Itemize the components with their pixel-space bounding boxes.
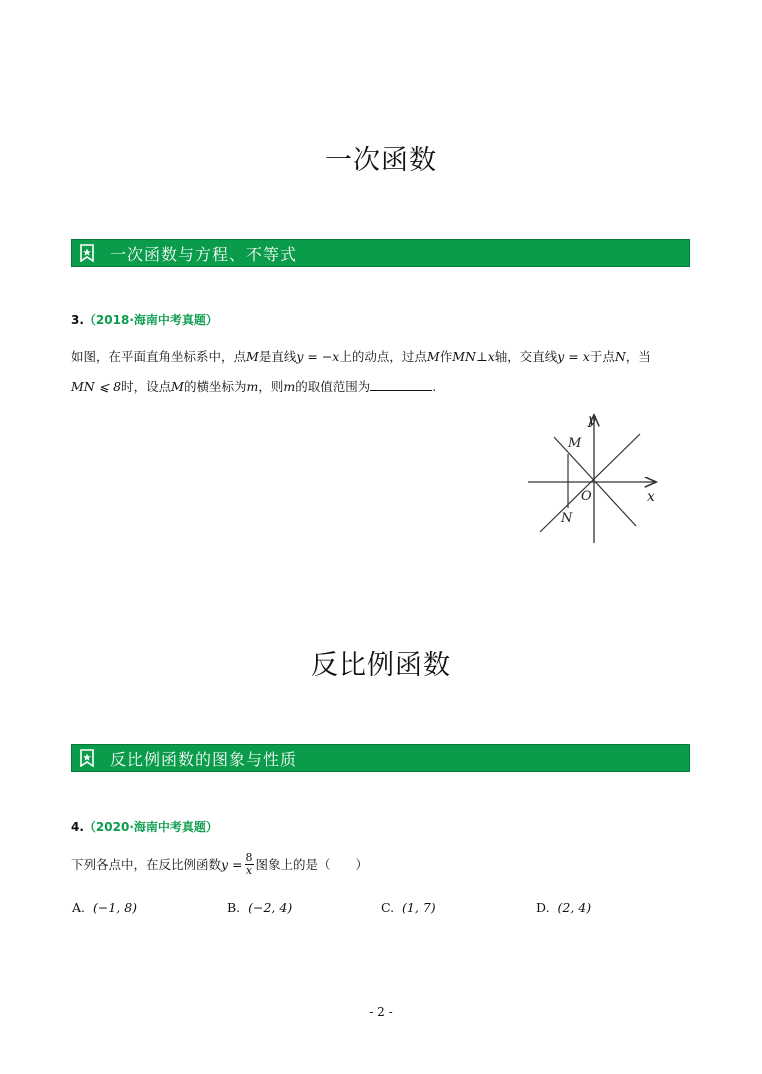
math-M: M — [246, 349, 259, 364]
section-bar-label: 反比例函数的图象与性质 — [110, 749, 298, 769]
y-axis-label: y — [588, 412, 596, 428]
q3-text: 上的动点，过点 — [339, 349, 427, 364]
x-axis-label: x — [647, 489, 655, 505]
option-letter: A. — [72, 900, 86, 915]
math-fraction — [245, 852, 254, 877]
section-title-linear: 一次函数 — [325, 145, 437, 176]
question-text — [71, 852, 368, 877]
q3-text: 是直线 — [258, 349, 297, 364]
point-n-label: N — [561, 511, 573, 526]
q3-text: ，当 — [625, 349, 651, 364]
coordinate-figure — [524, 410, 664, 550]
question-number: 3. — [71, 313, 84, 327]
page-number: - 2 - — [369, 1005, 393, 1019]
math-line1: y = −x — [296, 349, 340, 364]
q3-text: 如图，在平面直角坐标系中，点 — [71, 349, 247, 364]
point-m-label: M — [568, 436, 582, 451]
answer-blank[interactable] — [370, 379, 432, 391]
bookmark-star-icon — [72, 240, 102, 266]
q3-text: . — [432, 379, 437, 394]
math-M: M — [426, 349, 440, 364]
option-a[interactable] — [72, 900, 137, 915]
q3-text: 作 — [439, 349, 453, 364]
math-M: M — [171, 379, 184, 394]
q4-text: 图象上的是（ ） — [255, 856, 369, 872]
math-m: m — [283, 379, 296, 394]
q3-text: 的取值范围为 — [295, 379, 371, 394]
line-y-equals-x — [540, 434, 640, 532]
option-value: (2, 4) — [557, 900, 592, 915]
fraction-denominator: x — [245, 864, 253, 877]
option-value: (1, 7) — [402, 900, 436, 915]
question-number: 4. — [71, 820, 84, 834]
question-text-line2 — [71, 377, 436, 397]
question-text-line1 — [71, 347, 696, 367]
question-source: （2020·海南中考真题） — [83, 820, 218, 834]
math-mn-perp: MN⊥x — [452, 349, 495, 364]
question-header — [71, 818, 218, 835]
option-value: (−1, 8) — [92, 900, 138, 915]
fraction-numerator: 8 — [245, 851, 253, 864]
section-bar-linear — [71, 239, 690, 267]
math-func-lhs: y = — [221, 856, 243, 872]
q3-text: 轴，交直线 — [494, 349, 558, 364]
q3-text: 时，设点 — [121, 379, 172, 394]
question-header — [71, 311, 218, 328]
math-N: N — [614, 349, 626, 364]
math-condition: MN ⩽ 8 — [71, 379, 122, 394]
option-letter: D. — [536, 900, 550, 915]
section-bar-inverse — [71, 744, 690, 772]
section-title-inverse: 反比例函数 — [311, 650, 451, 681]
option-value: (−2, 4) — [248, 900, 293, 915]
section-bar-label: 一次函数与方程、不等式 — [110, 244, 298, 264]
question-source: （2018·海南中考真题） — [83, 313, 218, 327]
math-m: m — [246, 379, 259, 394]
option-letter: C. — [381, 900, 395, 915]
bookmark-star-icon — [72, 745, 102, 771]
option-c[interactable] — [381, 900, 436, 915]
q4-text: 下列各点中，在反比例函数 — [71, 856, 222, 872]
option-d[interactable] — [536, 900, 591, 915]
origin-label: O — [581, 489, 592, 504]
q3-text: ，则 — [258, 379, 284, 394]
option-letter: B. — [227, 900, 241, 915]
q3-text: 于点 — [589, 349, 615, 364]
option-b[interactable] — [227, 900, 292, 915]
q3-text: 的横坐标为 — [183, 379, 247, 394]
math-line2: y = x — [557, 349, 590, 364]
